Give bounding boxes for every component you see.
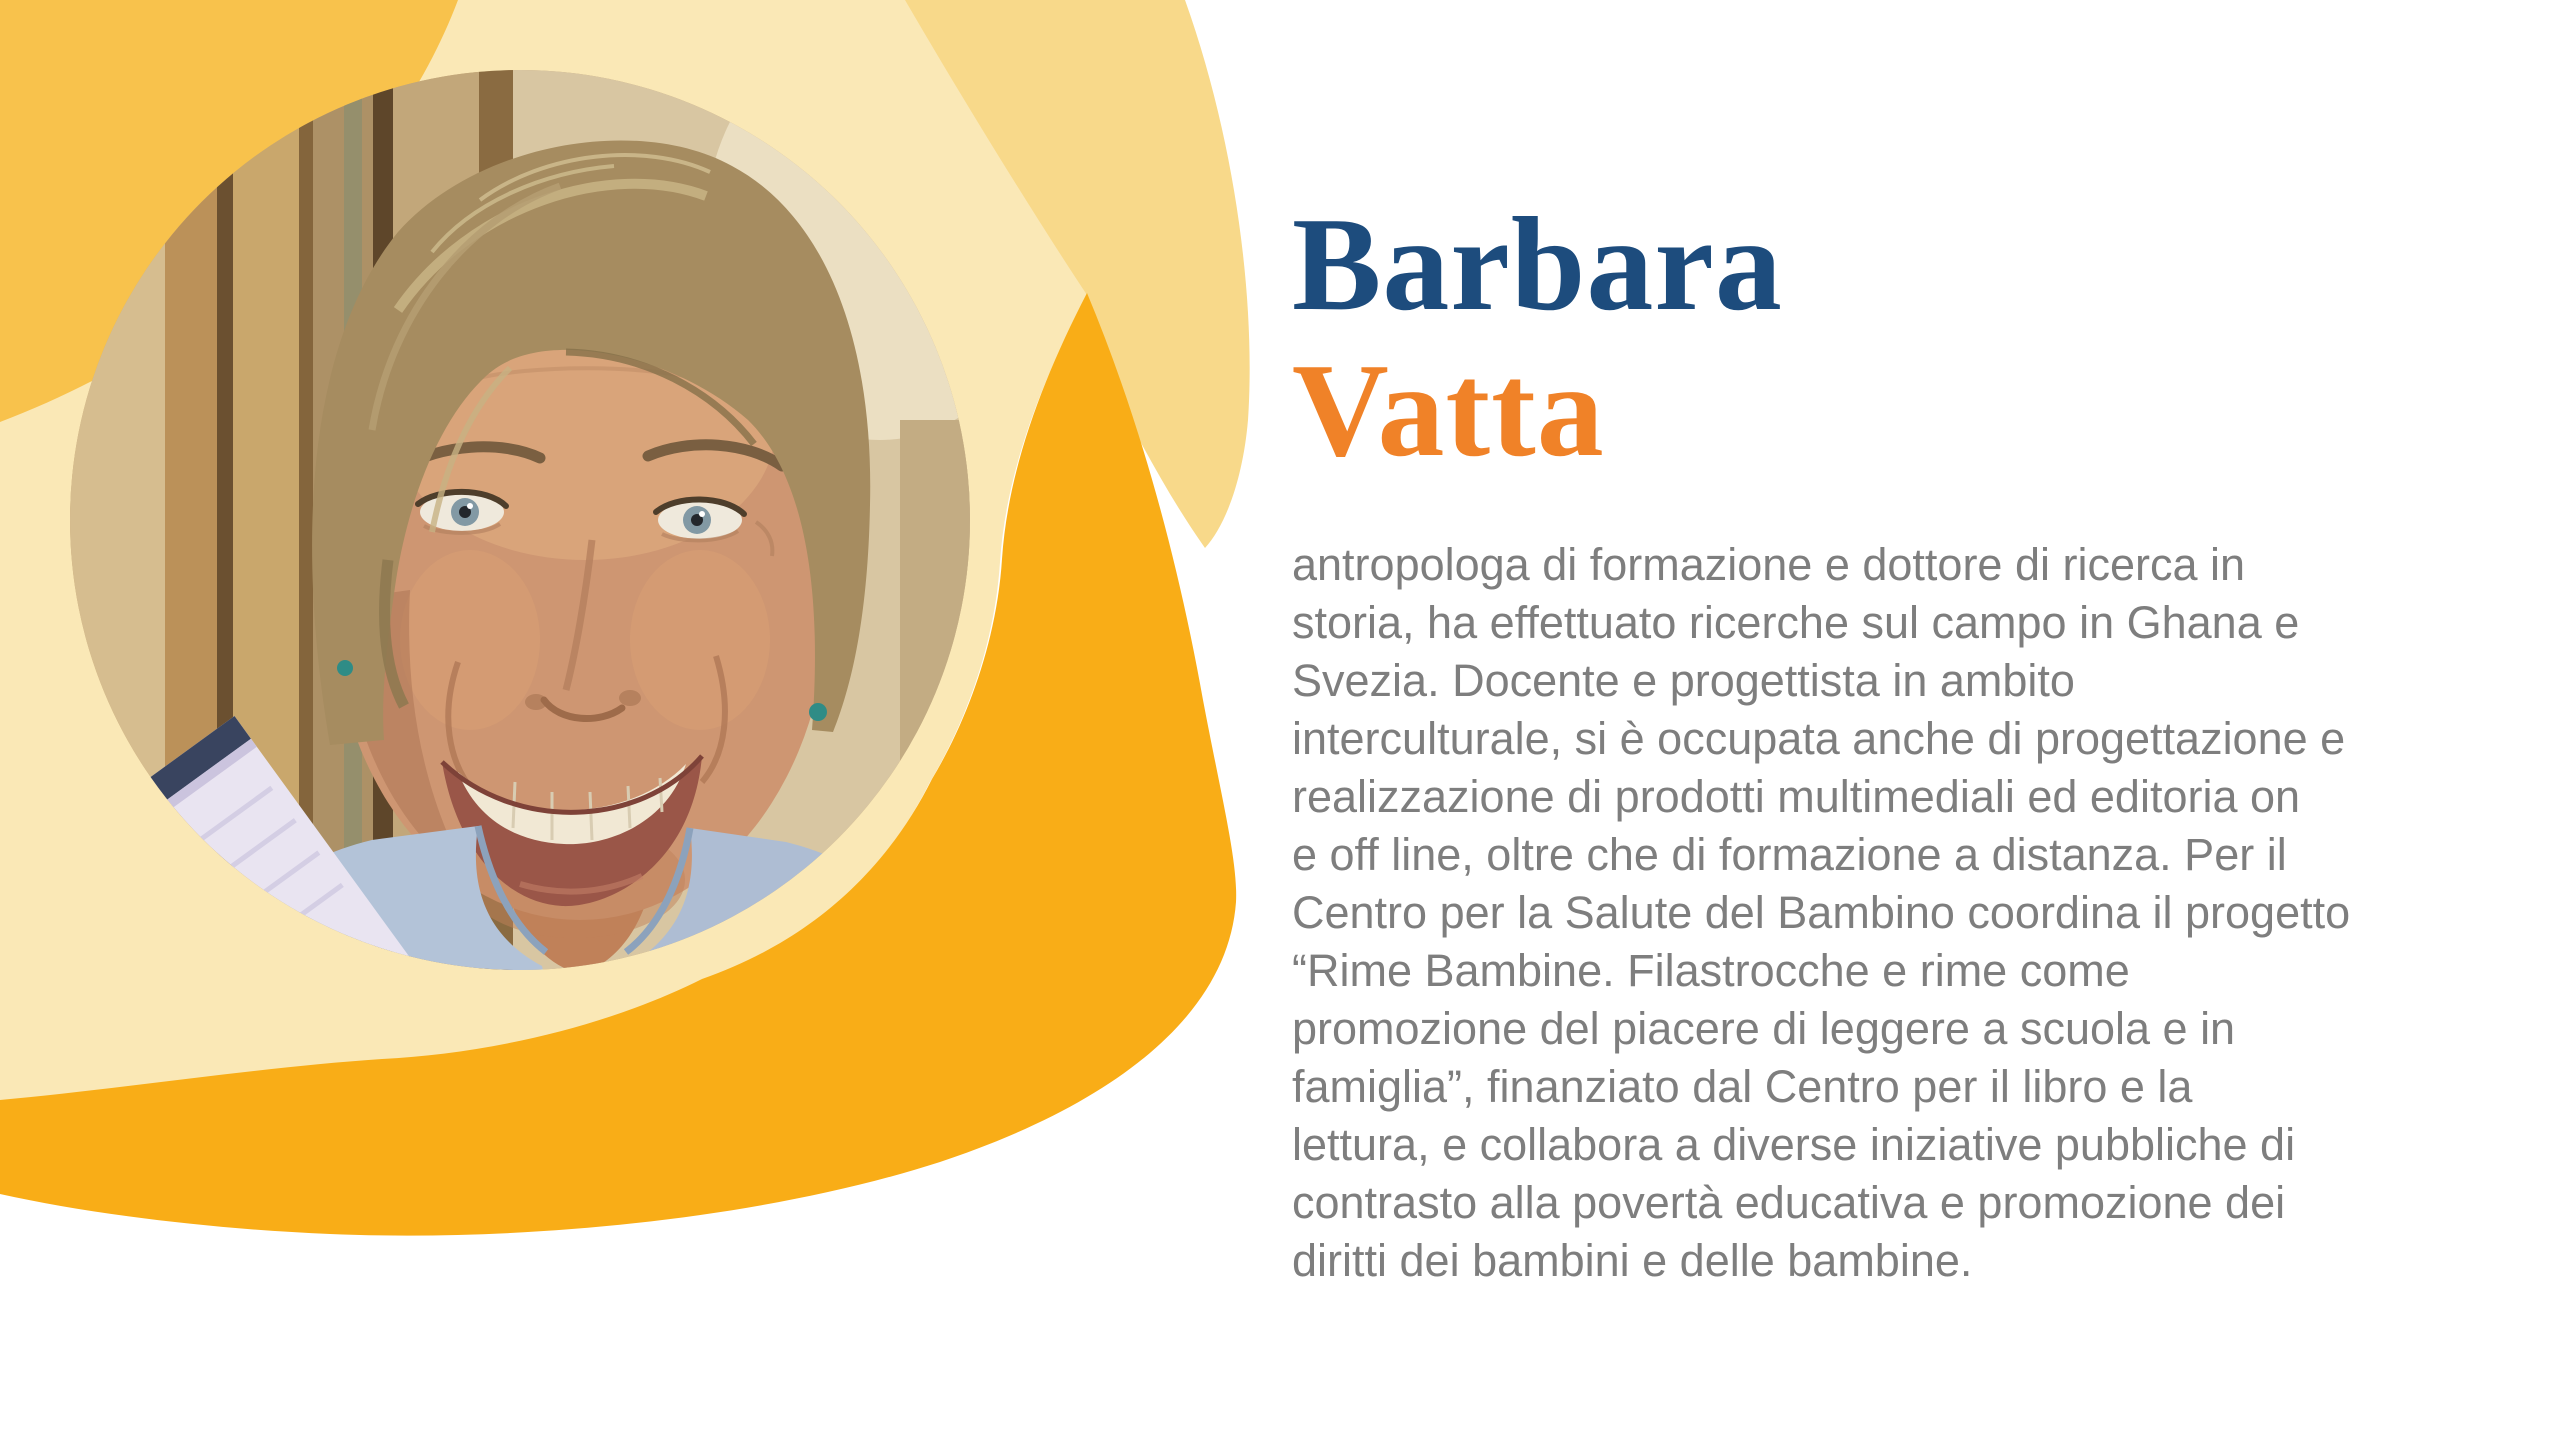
bio-line: interculturale, si è occupata anche di progettazione e	[1292, 713, 2346, 764]
bio-line: diritti dei bambini e delle bambine.	[1292, 1235, 1973, 1286]
bio-line: realizzazione di prodotti multimediali ed editoria on	[1292, 771, 2301, 822]
first-name-text: Barbara	[1292, 190, 1783, 338]
bio-line: e off line, oltre che di formazione a distanza. Per il	[1292, 829, 2287, 880]
bio-line: famiglia”, finanziato dal Centro per il libro e la	[1292, 1061, 2193, 1112]
bio-line: promozione del piacere di leggere a scuola e in	[1292, 1003, 2236, 1054]
bio-line: “Rime Bambine. Filastrocche e rime come	[1292, 945, 2130, 996]
profile-name	[1292, 191, 1783, 483]
bio-line: Svezia. Docente e progettista in ambito	[1292, 655, 2075, 706]
bio-line: antropologa di formazione e dottore di ricerca in	[1292, 539, 2246, 590]
last-name-text: Vatta	[1292, 336, 1605, 484]
bio-line: lettura, e collabora a diverse iniziative pubbliche di	[1292, 1119, 2296, 1170]
bio-paragraph	[1292, 536, 2492, 1290]
bio-line: storia, ha effettuato ricerche sul campo in Ghana e	[1292, 597, 2300, 648]
bio-line: contrasto alla povertà educativa e promozione dei	[1292, 1177, 2286, 1228]
bio-line: Centro per la Salute del Bambino coordina il progetto	[1292, 887, 2351, 938]
